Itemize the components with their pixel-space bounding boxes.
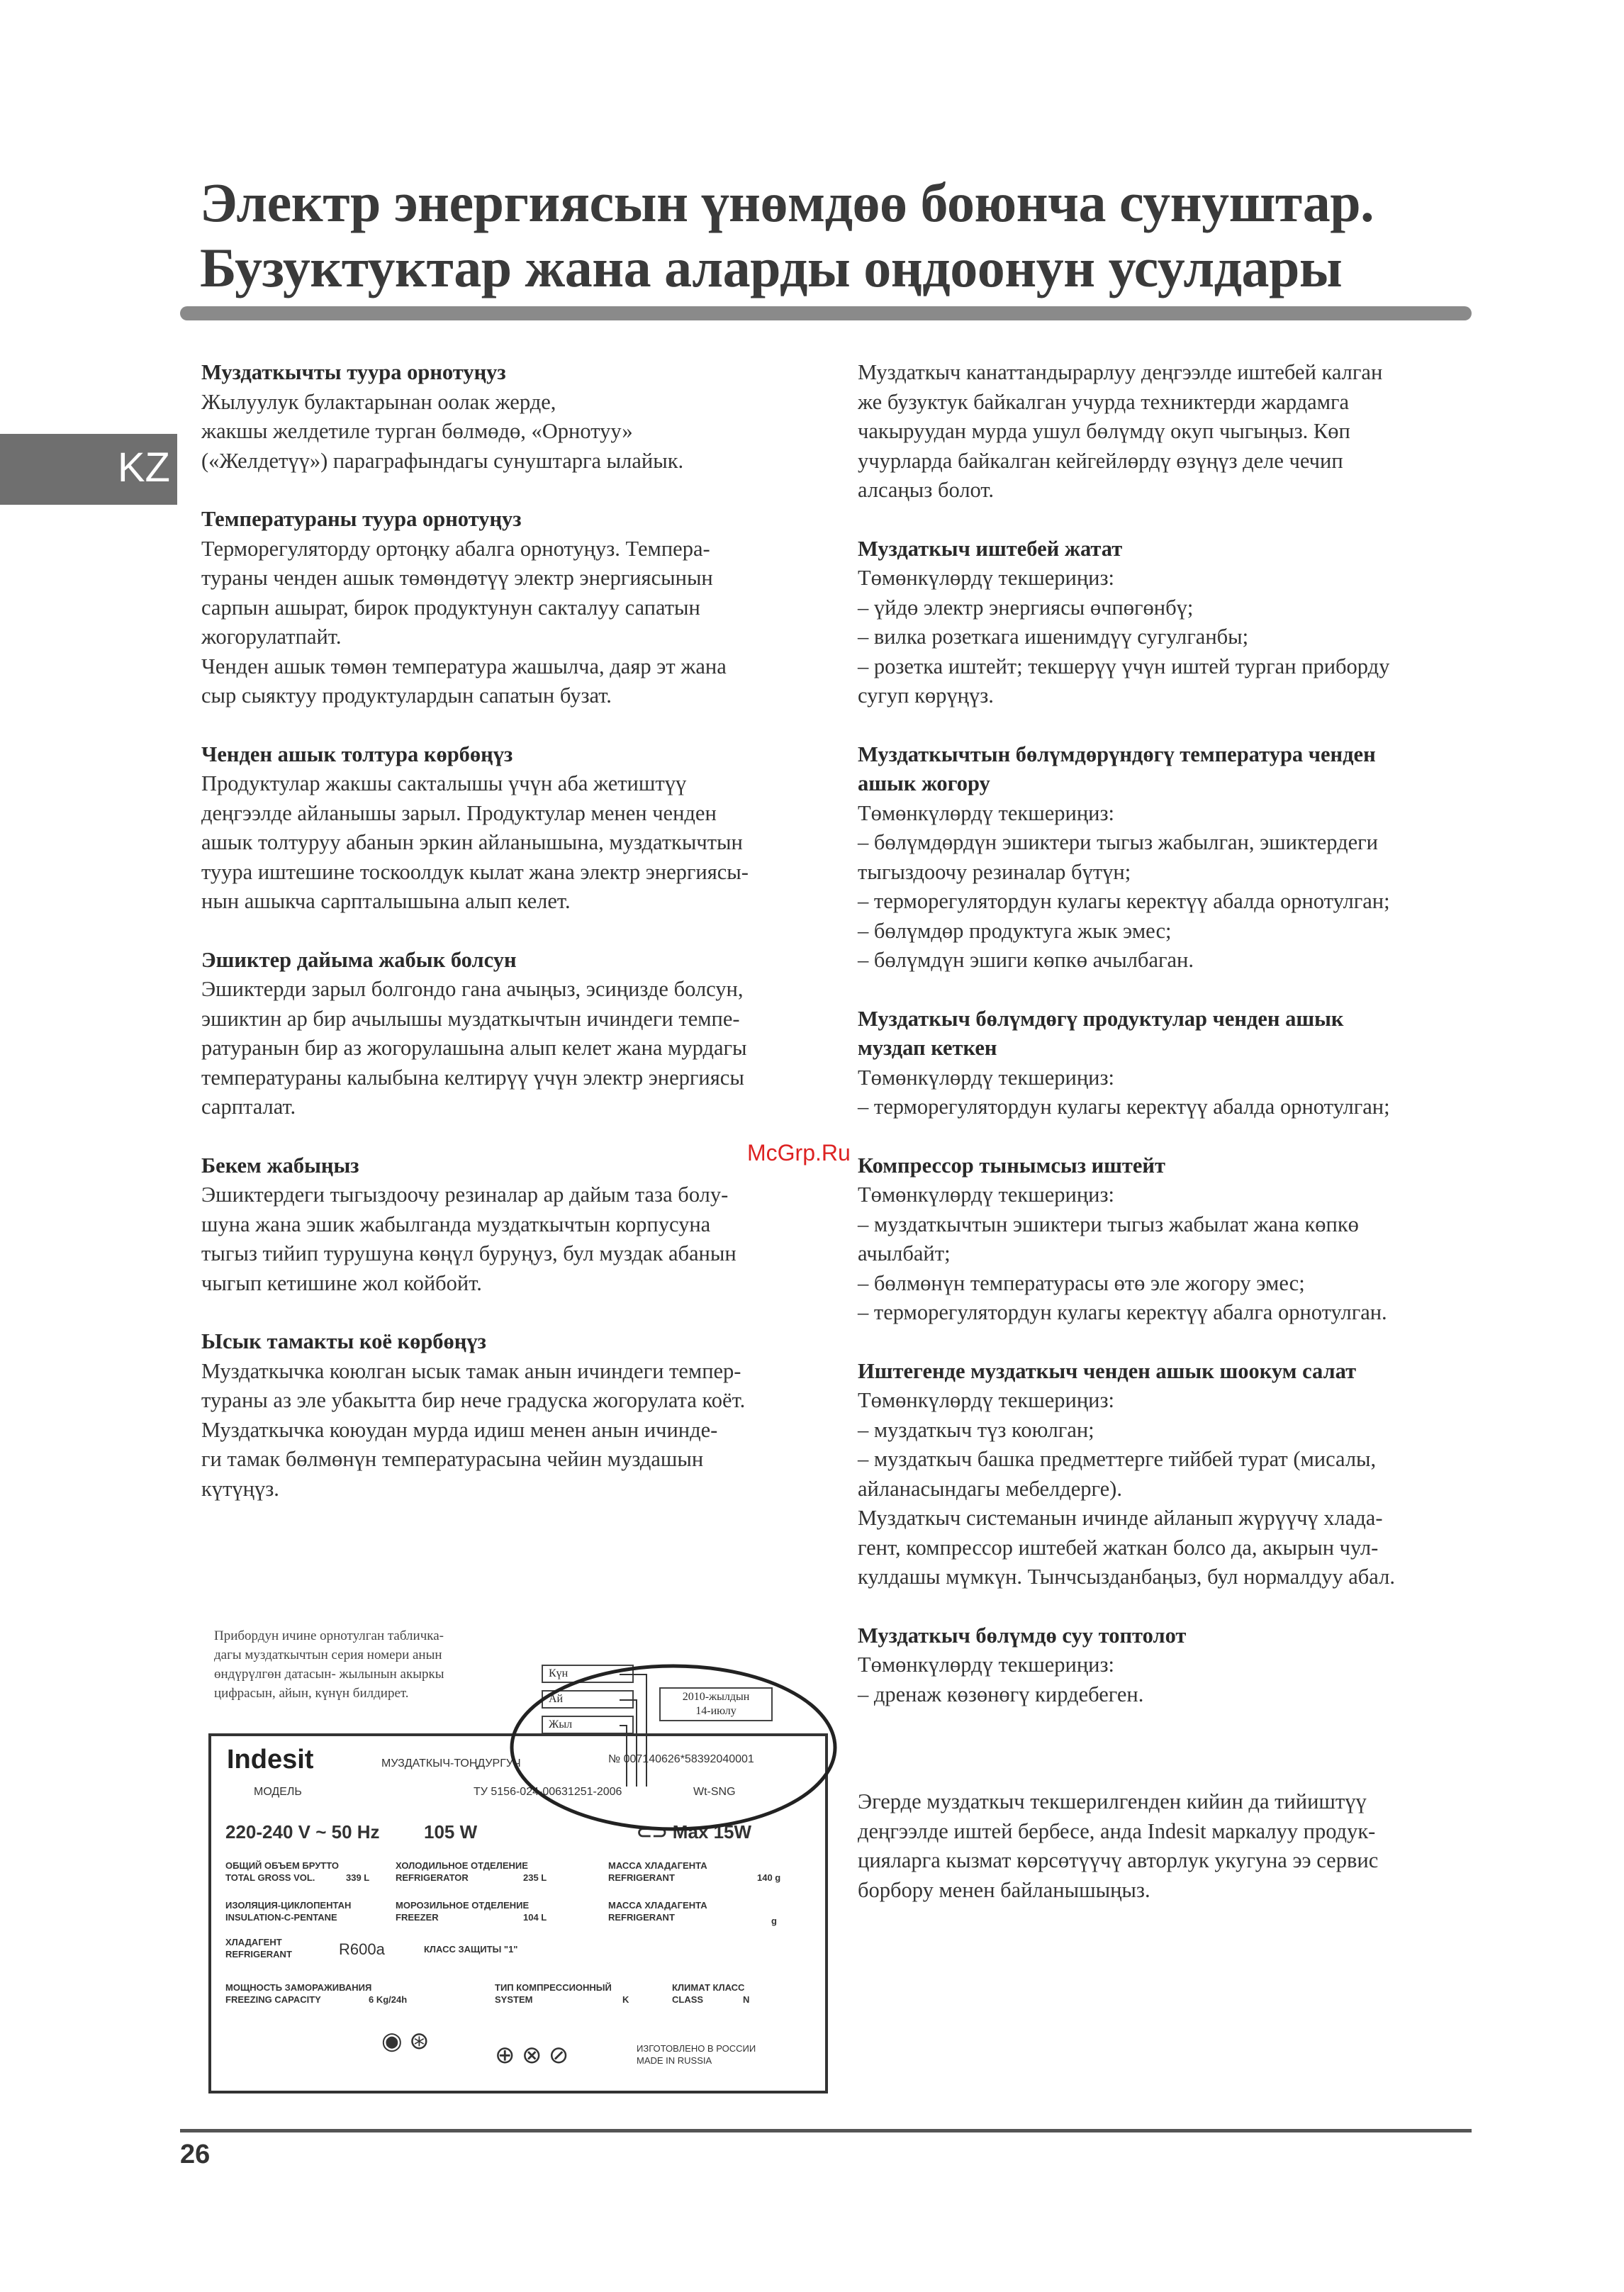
title-divider (180, 306, 1472, 320)
lamp-icon: ⊂⊃ (637, 1821, 673, 1843)
footer-divider (180, 2129, 1472, 2132)
pointer-line-year (620, 1726, 627, 1787)
page-title (200, 170, 1476, 301)
serial-number: № 007140626*58392040001 (608, 1753, 754, 1765)
freezing-capacity-label: МОЩНОСТЬ ЗАМОРАЖИВАНИЯ FREEZING CAPACITY (225, 1982, 372, 2005)
recycle-icon: ⊕ (495, 2042, 515, 2069)
arrow-down-icon: ⊘ (548, 2042, 569, 2069)
climate-value: N (743, 1994, 750, 2005)
label-year: Жыл (542, 1716, 634, 1734)
section-body: Төмөнкүлөрдү текшериңиз: – муздаткычтын эшиктери тыгыз жабылат жана көпкө ачылбайт; – бөлмөнүн температурасы өтө эле жогору эмес; – терморегулятордун кулагы керектүү абалга орнотулган. (858, 1183, 1387, 1324)
fridge-volume: 235 L (523, 1872, 547, 1883)
section-heading: Ченден ашык толтура көрбөңүз (201, 742, 513, 766)
section-body: Эгерде муздаткыч текшерилгенден кийин да тийиштүү деңгээлде иштей бербесе, анда Indesit маркалуу продук- цияларга кызмат көрсөтүүчү авторлук укугуна ээ сервис борбору менен байланышыңыз. (858, 1789, 1379, 1902)
protection-class: КЛАСС ЗАЩИТЫ "1" (424, 1944, 518, 1955)
section-body: Муздаткычка коюлган ысык тамак анын ичиндеги темпер- тураны аз эле убакытта бир нече градуска жогорулата коёт. Муздаткычка коюудан мурда идиш менен анын ичинде- ги тамак бөлмөнүн температурасына чейин муздашын күтүңүз. (201, 1358, 746, 1501)
section-body: Төмөнкүлөрдү текшериңиз: – дренаж көзөнөгү кирдебеген. (858, 1653, 1144, 1706)
certification-mark-icon: ◉ (381, 2028, 403, 2055)
freezing-capacity: 6 Kg/24h (369, 1994, 408, 2005)
section-place-correctly (201, 358, 811, 476)
section-body: Төмөнкүлөрдү текшериңиз: – бөлүмдөрдүн эшиктери тыгыз жабылган, эшиктердеги тыгыздоочу резиналар бүтүн; – терморегулятордун кулагы керектүү абалда орнотулган; – бөлүмдөр продуктуга жык эмес; – бөлүмдүн эшиги көпкө ачылбаган. (858, 800, 1390, 972)
refrigerant-mass-2: g (771, 1916, 777, 1926)
date-note-line-2: 14-июлу (695, 1705, 737, 1717)
section-heading: Эшиктер дайыма жабык болсун (201, 947, 517, 972)
label-month: Ай (542, 1690, 634, 1709)
refrigerant-mass-2-label: МАССА ХЛАДАГЕНТА REFRIGERANT (608, 1900, 707, 1923)
section-too-cold (858, 1005, 1482, 1122)
section-too-warm (858, 740, 1482, 976)
section-body: Төмөнкүлөрдү текшериңиз: – терморегулятордун кулагы керектүү абалда орнотулган; (858, 1065, 1390, 1119)
refrigerant-type: R600a (339, 1940, 385, 1958)
section-body: Муздаткыч канаттандырарлуу деңгээлде иштебей калган же бузуктук байкалган учурда техниктерди жардамга чакыруудан мурда ушул бөлүмдү окуп чыгыңыз. Көп учурларда байкалган кейгейлөрдү өзүңүз деле чечип алсаңыз болот. (858, 360, 1383, 502)
insulation-label: ИЗОЛЯЦИЯ-ЦИКЛОПЕНТАН INSULATION-C-PENTANE (225, 1900, 352, 1923)
fridge-label: ХОЛОДИЛЬНОЕ ОТДЕЛЕНИЕ REFRIGERATOR (396, 1860, 528, 1883)
figure-annotation-lines (198, 1609, 851, 2106)
watermark-text: McGrp.Ru (747, 1140, 851, 1165)
language-tab (0, 434, 177, 505)
section-compressor (858, 1151, 1482, 1328)
lamp-power-value: Max 15W (672, 1821, 752, 1843)
section-noise (858, 1357, 1482, 1592)
brand-name: Indesit (227, 1745, 314, 1774)
section-body: Терморегуляторду ортоңку абалга орнотуңуз. Темпера- тураны ченден ашык төмөндөтүү электр энергиясынын сарпын ашырат, бирок продуктунун сакталуу сапатын жогорулатпайт. Ченден ашык төмөн температура жашылча, даяр эт жана сыр сыяктуу продуктулардын сапатын бузат. (201, 536, 727, 708)
refrigerant-mass-1: 140 g (757, 1872, 781, 1883)
title-line-2: Бузуктуктар жана аларды оңдоонун усулдары (200, 237, 1343, 298)
page-number: 26 (180, 2140, 211, 2169)
made-in: ИЗГОТОВЛЕНО В РОССИИ MADE IN RUSSIA (637, 2043, 756, 2066)
model-code: Wt-SNG (693, 1786, 736, 1798)
section-heading: Муздаткычтын бөлүмдөрүндөгү температура ченден ашык жогору (858, 742, 1376, 795)
section-heading: Иштегенде муздаткыч ченден ашык шоокум салат (858, 1358, 1357, 1383)
refrigerant-type-label: ХЛАДАГЕНТ REFRIGERANT (225, 1937, 292, 1960)
gross-volume-label: ОБЩИЙ ОБЪЕМ БРУТТО TOTAL GROSS VOL. (225, 1860, 339, 1883)
section-body: Жылуулук булактарынан оолак жерде, жакшы желдетиле турган бөлмөдө, «Орнотуу» («Желдетүү») параграфындагы сунуштарга ылайык. (201, 389, 684, 473)
power: 105 W (424, 1821, 478, 1843)
gross-volume: 339 L (346, 1872, 370, 1883)
section-body: Төмөнкүлөрдү текшериңиз: – үйдө электр энергиясы өчпөгөнбү; – вилка розеткага ишенимдүү сугулганбы; – розетка иштейт; текшерүү үчүн иштей турган приборду сугуп көрүңүз. (858, 566, 1390, 708)
model-label: МОДЕЛЬ (254, 1786, 302, 1798)
section-doors-closed (201, 946, 811, 1122)
left-column (201, 358, 811, 1533)
pointer-line-day (620, 1675, 646, 1787)
rating-plate-figure (198, 1609, 851, 2106)
section-overfill (201, 740, 811, 917)
section-intro (858, 358, 1482, 505)
figure-caption: Прибордун ичине орнотулган табличка- дагы муздаткычтын серия номери анын өндүрүлгөн датасын- жылынын акыркы цифрасын, айын, күнүн билдирет. (214, 1628, 444, 1701)
section-contact-service (858, 1787, 1482, 1905)
section-heading: Муздаткыч бөлүмдө суу топтолот (858, 1623, 1187, 1648)
ground-symbol-icon: ⊛ (409, 2028, 430, 2055)
section-heading: Муздаткычты туура орнотуңуз (201, 360, 506, 384)
section-heading: Муздаткыч иштебей жатат (858, 536, 1123, 561)
section-close-tightly (201, 1151, 811, 1299)
language-tab-label: KZ (117, 445, 170, 491)
section-body: Төмөнкүлөрдү текшериңиз: – муздаткыч түз коюлган; – муздаткыч башка предметтерге тийбей турат (мисалы, айланасындагы мебелдерге). Муздаткыч системанын ичинде айланып жүрүүчү хлада- гент, компрессор иштебей жаткан болсо да, акырын чул- кулдашы мүмкүн. Тынчсызданбаңыз, бул нормалдуу абал. (858, 1388, 1395, 1589)
section-heading: Компрессор тынымсыз иштейт (858, 1153, 1165, 1178)
waste-bin-icon: ⊗ (521, 2042, 542, 2069)
label-day: Күн (542, 1665, 634, 1683)
right-column (858, 358, 1482, 1934)
compressor-label: ТИП КОМПРЕССИОННЫЙ SYSTEM (495, 1982, 612, 2005)
product-type: МУЗДАТКЫЧ-ТОҢДУРГУЧ (381, 1757, 521, 1770)
freezer-volume: 104 L (523, 1912, 547, 1923)
section-heading: Ысык тамакты коё көрбөңүз (201, 1329, 486, 1353)
highlight-ellipse (512, 1666, 835, 1829)
tu-number: ТУ 5156-024-00631251-2006 (474, 1786, 622, 1798)
voltage: 220-240 V ~ 50 Hz (225, 1821, 380, 1843)
section-hot-food (201, 1327, 811, 1504)
freezer-label: МОРОЗИЛЬНОЕ ОТДЕЛЕНИЕ FREEZER (396, 1900, 530, 1923)
date-note-line-1: 2010-жылдын (682, 1691, 750, 1703)
title-line-1: Электр энергиясын үнөмдөө боюнча сунуштар. (200, 172, 1374, 233)
section-body: Продуктулар жакшы сакталышы үчүн аба жетиштүү деңгээлде айланышы зарыл. Продуктулар менен ченден ашык толтуруу абанын эркин айланышына, муздаткычтын туура иштешине тоскоолдук кылат жана электр энергиясы- нын ашыкча сарпталышына алып келет. (201, 771, 749, 913)
section-water (858, 1621, 1482, 1710)
section-heading: Бекем жабыңыз (201, 1153, 359, 1178)
section-heading: Температураны туура орнотуңуз (201, 507, 522, 531)
refrigerant-mass-1-label: МАССА ХЛАДАГЕНТА REFRIGERANT (608, 1860, 707, 1883)
section-body: Эшиктердеги тыгыздоочу резиналар ар дайым таза болу- шуна жана эшик жабылганда муздаткычтын корпусуна тыгыз тийип турушуна көңүл буруңуз, бул муздак абанын чыгып кетишине жол койбойт. (201, 1183, 737, 1295)
climate-label: КЛИМАТ КЛАСС CLASS (672, 1982, 745, 2005)
section-not-working (858, 535, 1482, 711)
compressor-value: K (622, 1994, 629, 2005)
section-temperature (201, 505, 811, 711)
section-heading: Муздаткыч бөлүмдөгү продуктулар ченден ашык муздап кеткен (858, 1006, 1344, 1060)
section-body: Эшиктерди зарыл болгондо гана ачыңыз, эсиңизде болсун, эшиктин ар бир ачылышы муздаткычтын ичиндеги темпе- ратуранын бир аз жогорулашына алып келет жана мурдагы температураны калыбына келтирүү үчүн электр энергиясы сарпталат. (201, 977, 747, 1119)
pointer-line-month (620, 1700, 637, 1787)
